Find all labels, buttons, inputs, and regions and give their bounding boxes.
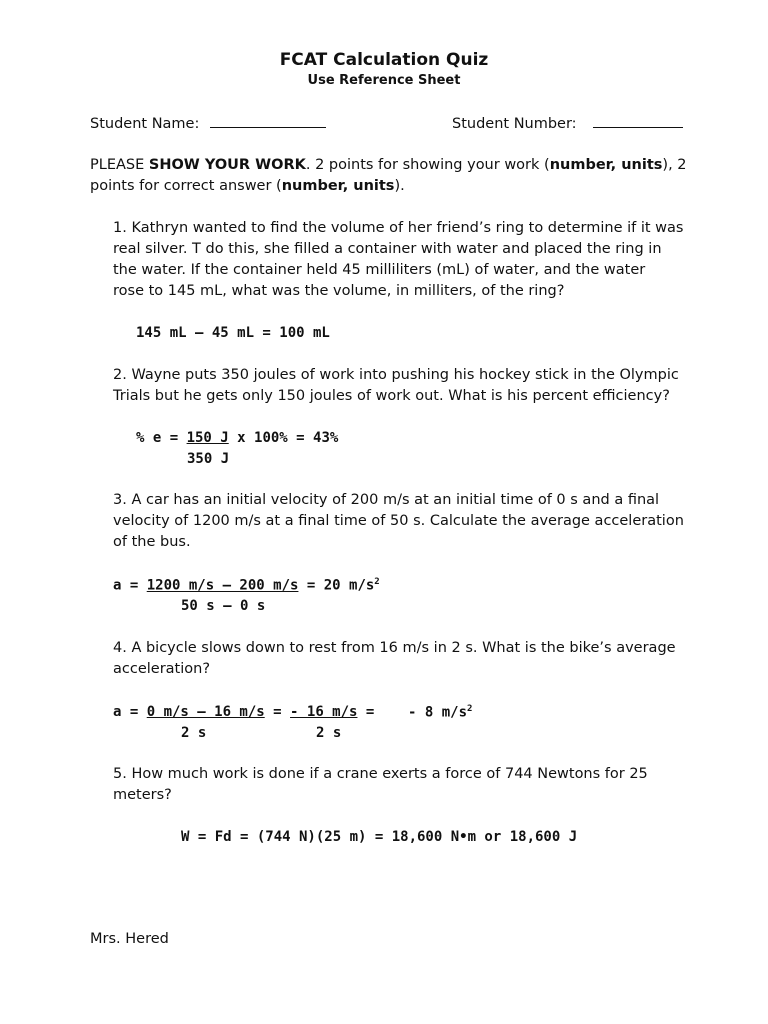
student-name-label: Student Name: <box>90 116 200 132</box>
answer-exponent: 2 <box>374 577 380 587</box>
instr-text: points for correct answer ( <box>90 178 282 194</box>
teacher-name: Mrs. Hered <box>90 931 169 947</box>
answer-4-denominator-2: 2 s <box>316 725 342 741</box>
student-name-blank[interactable] <box>210 113 326 128</box>
student-name-field[interactable] <box>90 113 326 135</box>
question-line: 2. Wayne puts 350 joules of work into pushing his hockey stick in the Olympic <box>113 367 679 383</box>
question-line: real silver. T do this, she filled a container with water and placed the ring in <box>113 241 662 257</box>
question-line: 3. A car has an initial velocity of 200 m/s at an initial time of 0 s and a final <box>113 492 660 508</box>
question-line: the water. If the container held 45 milliliters (mL) of water, and the water <box>113 262 646 278</box>
answer-text: = <box>264 704 291 720</box>
student-number-field[interactable] <box>452 113 683 135</box>
question-line: meters? <box>113 787 172 803</box>
answer-3-denominator: 50 s – 0 s <box>181 598 266 614</box>
answer-numerator: 0 m/s – 16 m/s <box>146 704 265 720</box>
instr-text: . 2 points for showing your work ( <box>305 157 550 173</box>
question-line: of the bus. <box>113 534 191 550</box>
answer-1: 145 mL – 45 mL = 100 mL <box>136 325 330 341</box>
answer-text: a = <box>113 577 147 594</box>
instructions-line-2 <box>90 176 405 197</box>
answer-numerator: 1200 m/s – 200 m/s <box>146 577 299 594</box>
answer-text: = <box>357 704 375 720</box>
answer-2 <box>136 430 338 446</box>
answer-exponent: 2 <box>467 704 473 714</box>
answer-text: x 100% = 43% <box>228 430 339 446</box>
question-4 <box>113 638 676 680</box>
question-line: Trials but he gets only 150 joules of work out. What is his percent efficiency? <box>113 388 670 404</box>
answer-text: - 8 m/s <box>408 704 468 721</box>
quiz-title: FCAT Calculation Quiz <box>279 50 489 70</box>
question-line: 1. Kathryn wanted to find the volume of her friend’s ring to determine if it was <box>113 220 684 236</box>
question-2 <box>113 365 679 407</box>
answer-4-result <box>408 704 472 721</box>
instr-text: ), 2 <box>662 157 687 173</box>
student-number-label: Student Number: <box>452 116 577 132</box>
answer-4-denominator-1: 2 s <box>181 725 207 741</box>
quiz-subtitle: Use Reference Sheet <box>307 73 461 88</box>
answer-numerator: - 16 m/s <box>290 704 358 720</box>
instr-text: ). <box>394 178 405 194</box>
instr-number-units: number, units <box>281 178 395 194</box>
instr-show-work: SHOW YOUR WORK <box>148 157 306 173</box>
question-line: rose to 145 mL, what was the volume, in milliters, of the ring? <box>113 283 565 299</box>
question-3 <box>113 490 684 553</box>
answer-numerator: 150 J <box>186 430 229 446</box>
answer-3 <box>113 577 380 594</box>
instructions-line-1 <box>90 155 687 176</box>
question-5 <box>113 764 648 806</box>
answer-4 <box>113 704 374 720</box>
question-1 <box>113 218 683 302</box>
answer-2-denominator: 350 J <box>187 451 230 467</box>
answer-text: a = <box>113 704 147 720</box>
instr-text: PLEASE <box>90 157 149 173</box>
answer-5: W = Fd = (744 N)(25 m) = 18,600 N•m or 18,600 J <box>181 829 578 845</box>
student-number-blank[interactable] <box>593 113 683 128</box>
question-line: 5. How much work is done if a crane exerts a force of 744 Newtons for 25 <box>113 766 648 782</box>
question-line: 4. A bicycle slows down to rest from 16 m/s in 2 s. What is the bike’s average <box>113 640 676 656</box>
answer-text: % e = <box>136 430 187 446</box>
instr-number-units: number, units <box>549 157 663 173</box>
question-line: velocity of 1200 m/s at a final time of 50 s. Calculate the average acceleration <box>113 513 684 529</box>
answer-text: = 20 m/s <box>298 577 375 594</box>
question-line: acceleration? <box>113 661 211 677</box>
